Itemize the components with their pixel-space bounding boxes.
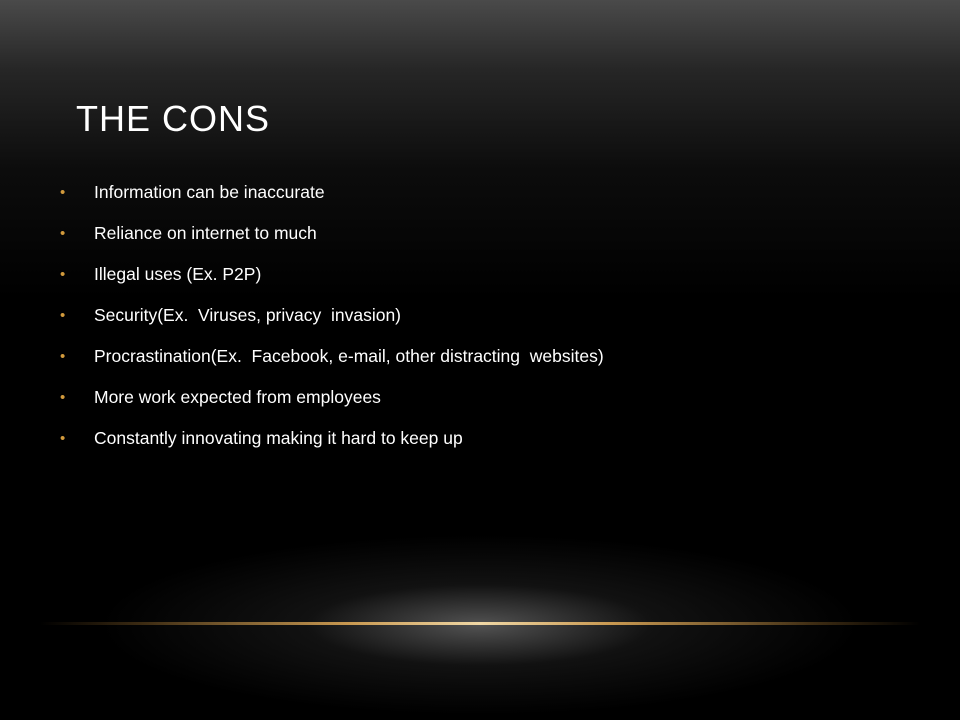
bullet-icon: • <box>60 225 66 242</box>
bullet-text: Information can be inaccurate <box>94 182 325 202</box>
bullet-text: Security(Ex. Viruses, privacy invasion) <box>94 305 402 325</box>
bullet-icon: • <box>60 389 66 406</box>
list-item <box>58 336 604 377</box>
list-item <box>58 213 604 254</box>
slide-title: THE CONS <box>76 98 271 139</box>
bullet-list <box>58 172 604 459</box>
list-item <box>58 377 604 418</box>
bullet-icon: • <box>60 430 66 447</box>
floor-highlight-line <box>40 622 920 625</box>
list-item <box>58 254 604 295</box>
bullet-text: Procrastination(Ex. Facebook, e-mail, other distracting websites) <box>94 346 604 366</box>
list-item <box>58 418 604 459</box>
bullet-text: Illegal uses (Ex. P2P) <box>94 264 262 284</box>
bullet-text: More work expected from employees <box>94 387 381 407</box>
bullet-text: Constantly innovating making it hard to keep up <box>94 428 463 448</box>
bullet-text: Reliance on internet to much <box>94 223 317 243</box>
bullet-icon: • <box>60 348 66 365</box>
bullet-icon: • <box>60 184 66 201</box>
list-item <box>58 295 604 336</box>
list-item <box>58 172 604 213</box>
bullet-icon: • <box>60 307 66 324</box>
bullet-icon: • <box>60 266 66 283</box>
